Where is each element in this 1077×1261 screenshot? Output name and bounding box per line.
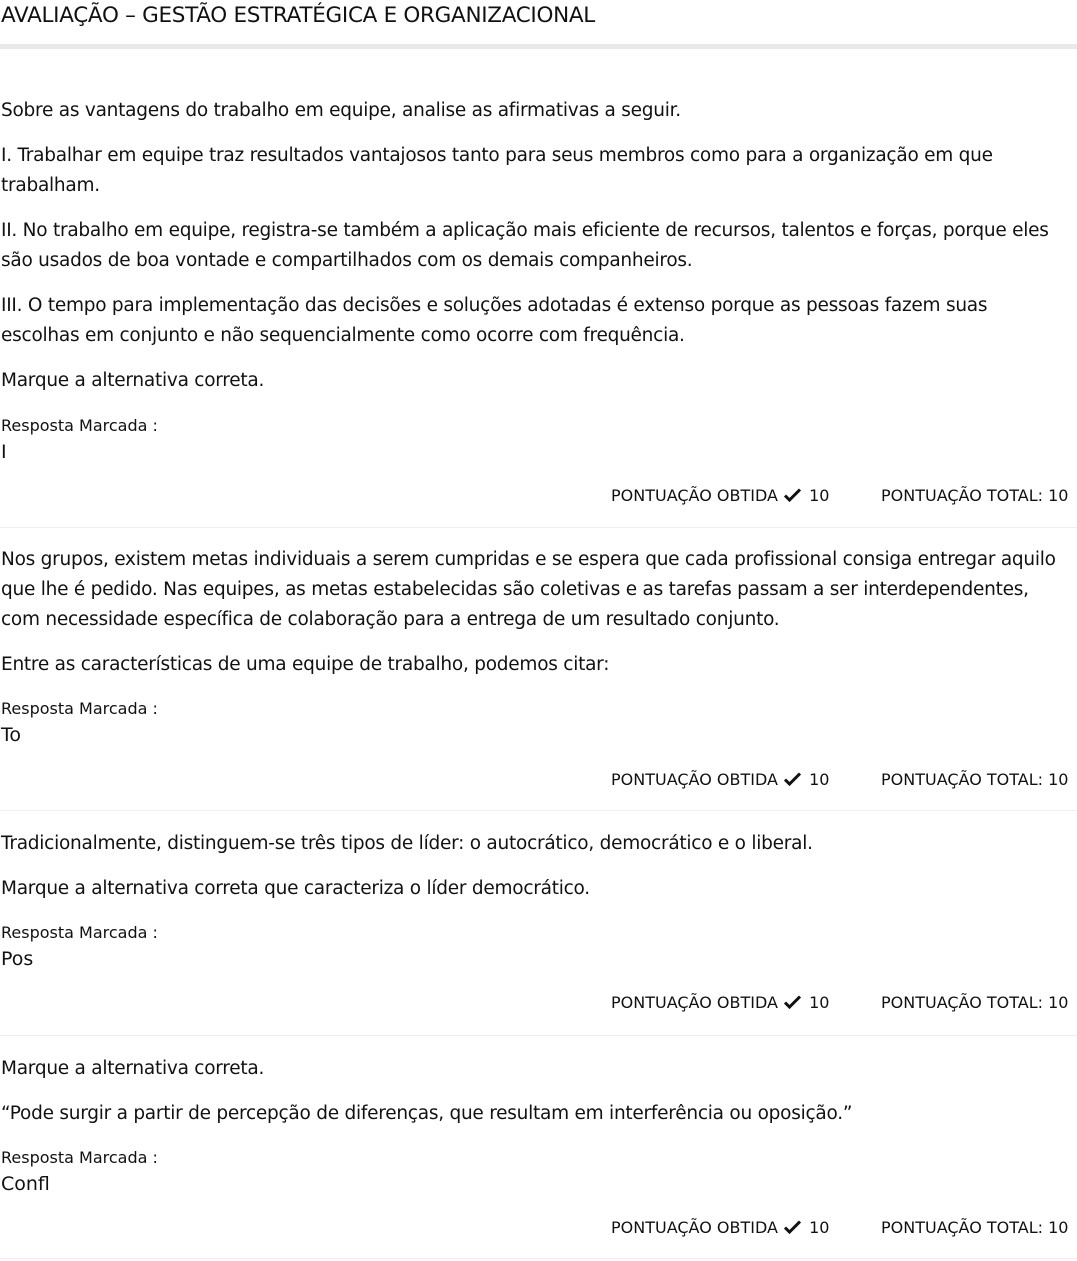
title-divider bbox=[0, 44, 1077, 49]
score-obtained-value: 10 bbox=[809, 770, 830, 789]
question-4-paragraph-2: “Pode surgir a partir de percepção de diferenças, que resultam em interferência ou oposição.” bbox=[1, 1103, 853, 1124]
question-separator bbox=[0, 1258, 1077, 1259]
answer-value: Confl bbox=[1, 1173, 50, 1195]
question-1-paragraph-1: Sobre as vantagens do trabalho em equipe, analise as afirmativas a seguir. bbox=[1, 100, 681, 121]
check-icon bbox=[784, 995, 801, 1009]
question-1-paragraph-4: III. O tempo para implementação das decisões e soluções adotadas é extenso porque as pessoas fazem suas escolhas em conjunto e não sequencialmente como ocorre com frequência. bbox=[1, 295, 988, 346]
question-2-paragraph-1: Nos grupos, existem metas individuais a serem cumpridas e se espera que cada profissional consiga entregar aquilo que lhe é pedido. Nas equipes, as metas estabelecidas são coletivas e as tarefas passam a ser interdependentes, com necessidade específica de colaboração para a entrega de um resultado conjunto. bbox=[1, 549, 1056, 630]
answer-label: Resposta Marcada : bbox=[1, 416, 158, 435]
question-1-paragraph-5: Marque a alternativa correta. bbox=[1, 370, 265, 391]
page-title: AVALIAÇÃO – GESTÃO ESTRATÉGICA E ORGANIZACIONAL bbox=[1, 3, 595, 28]
question-2-paragraph-2: Entre as características de uma equipe de trabalho, podemos citar: bbox=[1, 654, 610, 675]
question-separator bbox=[0, 527, 1077, 528]
answer-label: Resposta Marcada : bbox=[1, 699, 158, 718]
score-obtained-label: PONTUAÇÃO OBTIDA bbox=[611, 1218, 778, 1237]
score-obtained-label: PONTUAÇÃO OBTIDA bbox=[611, 486, 778, 505]
question-1-paragraph-3: II. No trabalho em equipe, registra-se também a aplicação mais eficiente de recursos, talentos e forças, porque eles são usados de boa vontade e compartilhados com os demais companheiros. bbox=[1, 220, 1049, 271]
score-obtained-value: 10 bbox=[809, 1218, 830, 1237]
score-obtained bbox=[611, 993, 829, 1013]
answer-value: To bbox=[1, 724, 22, 746]
score-obtained bbox=[611, 486, 829, 506]
score-obtained bbox=[611, 770, 829, 790]
question-1-paragraph-2: I. Trabalhar em equipe traz resultados vantajosos tanto para seus membros como para a organização em que trabalham. bbox=[1, 145, 993, 196]
check-icon bbox=[784, 772, 801, 786]
answer-value: I bbox=[1, 441, 7, 463]
score-obtained-label: PONTUAÇÃO OBTIDA bbox=[611, 770, 778, 789]
score-obtained-label: PONTUAÇÃO OBTIDA bbox=[611, 993, 778, 1012]
question-3-paragraph-2: Marque a alternativa correta que caracteriza o líder democrático. bbox=[1, 878, 590, 899]
check-icon bbox=[784, 1220, 801, 1234]
check-icon bbox=[784, 488, 801, 502]
answer-value: Pos bbox=[1, 948, 34, 970]
score-total: PONTUAÇÃO TOTAL: 10 bbox=[881, 1218, 1069, 1237]
answer-label: Resposta Marcada : bbox=[1, 1148, 158, 1167]
score-total: PONTUAÇÃO TOTAL: 10 bbox=[881, 770, 1069, 789]
question-separator bbox=[0, 810, 1077, 811]
question-3-paragraph-1: Tradicionalmente, distinguem-se três tipos de líder: o autocrático, democrático e o liberal. bbox=[1, 833, 813, 854]
score-obtained-value: 10 bbox=[809, 486, 830, 505]
score-obtained-value: 10 bbox=[809, 993, 830, 1012]
score-total: PONTUAÇÃO TOTAL: 10 bbox=[881, 993, 1069, 1012]
score-total: PONTUAÇÃO TOTAL: 10 bbox=[881, 486, 1069, 505]
score-obtained bbox=[611, 1218, 829, 1238]
question-separator bbox=[0, 1035, 1077, 1036]
answer-label: Resposta Marcada : bbox=[1, 923, 158, 942]
question-4-paragraph-1: Marque a alternativa correta. bbox=[1, 1058, 265, 1079]
